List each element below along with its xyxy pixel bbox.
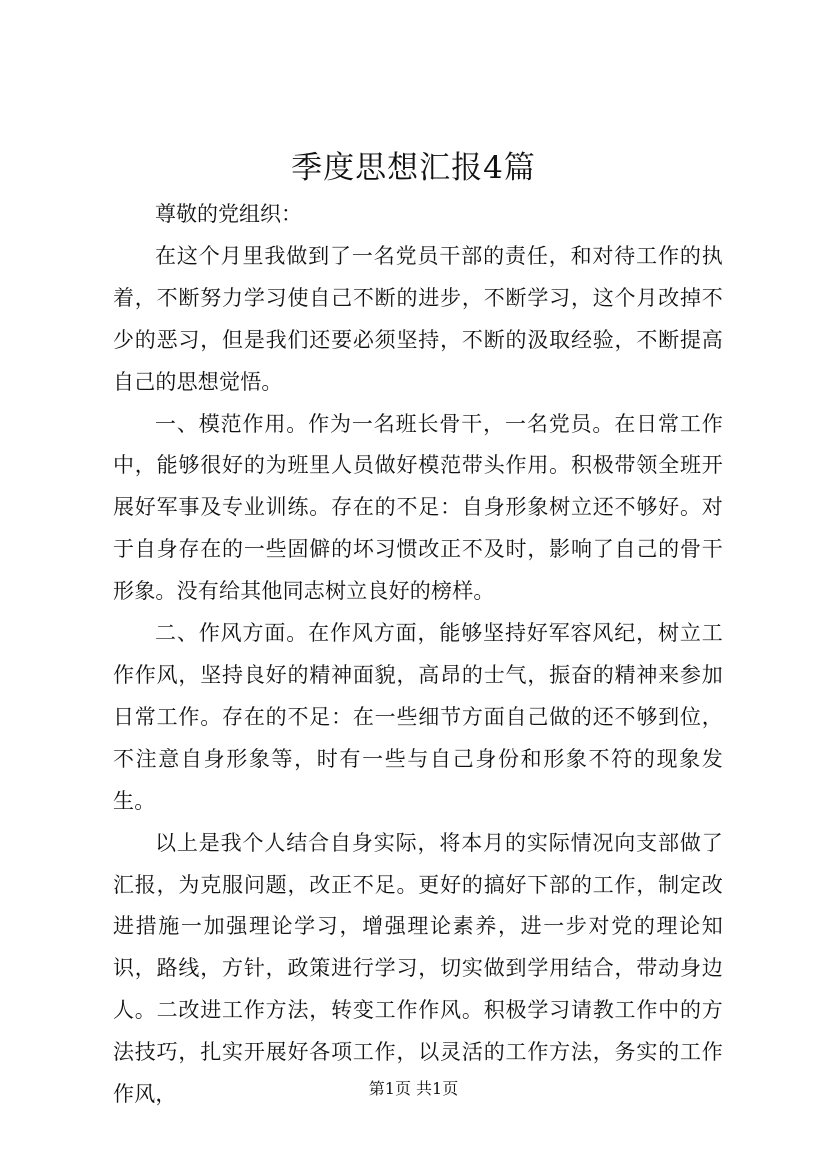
paragraph: 以上是我个人结合自身实际，将本月的实际情况向支部做了汇报，为克服问题，改正不足。更好的搞好下部的工作，制定改进措施一加强理论学习，增强理论素养，进一步对党的理论知识，路线，方针，政策进行学习，切实做到学用结合，带动身边人。二改进工作方法，转变工作作风。积极学习请教工作中的方法技巧，扎实开展好各项工作，以灵活的工作方法，务实的工作作风， bbox=[113, 830, 723, 1107]
document-title: 季度思想汇报4篇 bbox=[291, 150, 536, 186]
salutation: 尊敬的党组织： bbox=[155, 202, 302, 226]
document-body bbox=[113, 194, 723, 1116]
paragraph: 在这个月里我做到了一名党员干部的责任，和对待工作的执着，不断努力学习使自己不断的进步，不断学习，这个月改掉不少的恶习，但是我们还要必须坚持，不断的汲取经验，不断提高自己的思想觉悟。 bbox=[113, 243, 723, 394]
paragraph: 一、模范作用。作为一名班长骨干，一名党员。在日常工作中，能够很好的为班里人员做好模范带头作用。积极带领全班开展好军事及专业训练。存在的不足：自身形象树立还不够好。对于自身存在的一些固僻的坏习惯改正不及时，影响了自己的骨干形象。没有给其他同志树立良好的榜样。 bbox=[113, 411, 723, 604]
paragraph: 二、作风方面。在作风方面，能够坚持好军容风纪，树立工作作风，坚持良好的精神面貌，高昂的士气，振奋的精神来参加日常工作。存在的不足：在一些细节方面自己做的还不够到位，不注意自身形象等，时有一些与自己身份和形象不符的现象发生。 bbox=[113, 621, 723, 813]
page-footer: 第1页 共1页 bbox=[368, 1079, 459, 1098]
